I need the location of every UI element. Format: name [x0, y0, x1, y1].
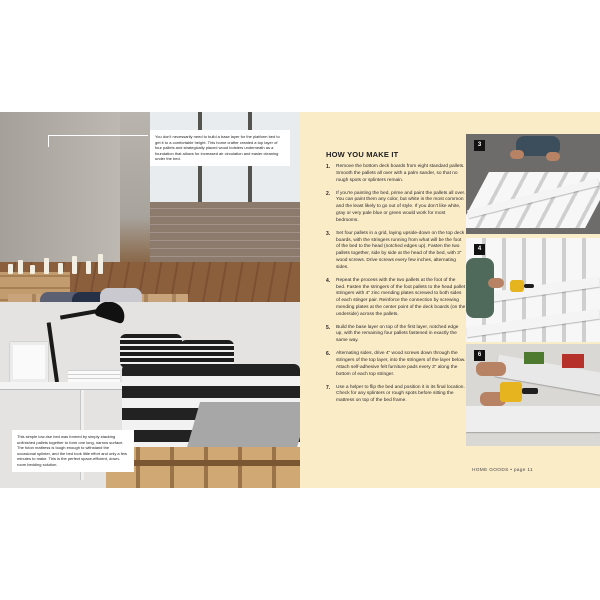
step-number: 6.: [326, 351, 331, 358]
worker-hand: [546, 152, 560, 161]
step-number: 4.: [326, 277, 331, 284]
worker-hand: [488, 278, 504, 288]
step-item: [326, 351, 466, 378]
step-text: Build the base layer on top of the first layer, notched edge up, with the remaining four pallets fastened in exactly the same way.: [336, 324, 459, 344]
worker-hand: [476, 362, 506, 376]
candle: [8, 264, 13, 274]
step-text: If you're painting the bed, prime and paint the pallets all over. You can paint them any color, but white is the most common and the least likely to go out of style. If you don't like white, gray or very pale blue or green would work for most bedrooms.: [336, 190, 466, 223]
drill-bit: [524, 284, 534, 288]
candle: [98, 254, 103, 274]
step-badge: 4: [474, 244, 485, 255]
pallet-base: [106, 447, 300, 488]
right-page: [300, 112, 600, 488]
step-item: [326, 278, 466, 319]
step-badge: 3: [474, 140, 485, 151]
step-number: 1.: [326, 164, 331, 170]
power-drill: [510, 280, 524, 292]
step-badge: 6: [474, 350, 485, 361]
pillow: [100, 288, 142, 302]
power-drill: [500, 382, 522, 402]
section-heading: HOW YOU MAKE IT: [326, 150, 399, 159]
caption-bottom-text: This simple low-rise bed was formed by simply stacking unfinished pallets together to form one long, narrow surface. The futon mattress is tough enough to withstand the occasional splinter, and the bed took little effort and only a few minutes to make. This is the perfect space-efficient, down-room bedding solution.: [17, 434, 127, 467]
worker: [466, 258, 494, 318]
step-item: [326, 385, 466, 405]
worker-hand: [510, 150, 524, 159]
step-item: [326, 231, 466, 272]
step-item: [326, 191, 466, 225]
candle: [18, 260, 23, 274]
white-desk: [0, 382, 140, 390]
caption-top-text: You don't necessarily need to build a base layer for the platform bed to get it to a comfortable height. This home crafter created a top layer of four pallets and strategically placed wood bolsters underneath as a foundation that allows for increased air circulation and easier cleaning under the bed.: [155, 134, 280, 162]
candle: [72, 256, 77, 274]
page-footer: HOME GOODS • page 11: [472, 468, 533, 473]
drill-bit: [522, 388, 538, 394]
step-text: Remove the bottom deck boards from eight standard pallets. Smooth the pallets all over with a palm sander, so that no rough spots or splinters remain.: [336, 164, 465, 183]
step-photo-4: [466, 238, 600, 342]
step-number: 2.: [326, 190, 331, 197]
step-text: Repeat the process with the two pallets at the foot of the bed. Fasten the stringers of the foot pallets to the head pallet stringers with 4" zinc mending plates screwed to both sides of each stinger pair. Reinforce the connection by screwing mending plates at the center point of the deck boards (on the underside) across the pallets.: [336, 277, 466, 317]
step-text: Alternating sides, drive 4" wood screws down through the stringers of the top layer, into the stringers of the layer below. Attach self-adhesive felt furniture pads every 3" along the bottom of each top stringer.: [336, 351, 466, 377]
desk-lamp-head: [94, 302, 128, 324]
step-photo-6: [466, 344, 600, 446]
book-spread: [0, 112, 600, 488]
desk-lamp-arm: [47, 322, 59, 382]
left-page: [0, 112, 300, 488]
striped-pillow: [120, 334, 182, 368]
step-item: [326, 325, 466, 345]
striped-bed-photo: [0, 302, 300, 488]
candle: [30, 265, 35, 274]
pallet-stringer: [106, 460, 300, 466]
step-number: 5.: [326, 324, 331, 331]
candle: [86, 261, 91, 274]
step-text: Set four pallets in a grid, laying upside-down on the top deck boards, with the stringers running from what will be the foot of the bed to the head (notched edges up). Fasten the two pallets together, side by side at the head of the bed, with 3" wood screws. Drive screws every few inches, alternating sides.: [336, 230, 465, 270]
caption-leader-tick: [48, 135, 49, 147]
instruction-steps: [326, 164, 466, 411]
caption-leader-line: [48, 135, 148, 136]
book-stack: [68, 370, 120, 382]
candle: [44, 258, 49, 274]
drill-case: [562, 354, 584, 368]
pallet-deck: [466, 406, 600, 432]
picture-frame: [10, 342, 48, 382]
step-text: Use a helper to flip the bed and position it in its final location. Check for any splinters or rough spots before sitting the mattress on top of the bed frame.: [336, 384, 465, 404]
screw-box: [524, 352, 544, 364]
caption-bottom: [12, 430, 134, 472]
step-number: 3.: [326, 230, 331, 237]
step-number: 7.: [326, 384, 331, 391]
caption-top: [150, 130, 290, 166]
candle: [58, 263, 63, 274]
step-photo-3: [466, 134, 600, 234]
step-item: [326, 164, 466, 184]
